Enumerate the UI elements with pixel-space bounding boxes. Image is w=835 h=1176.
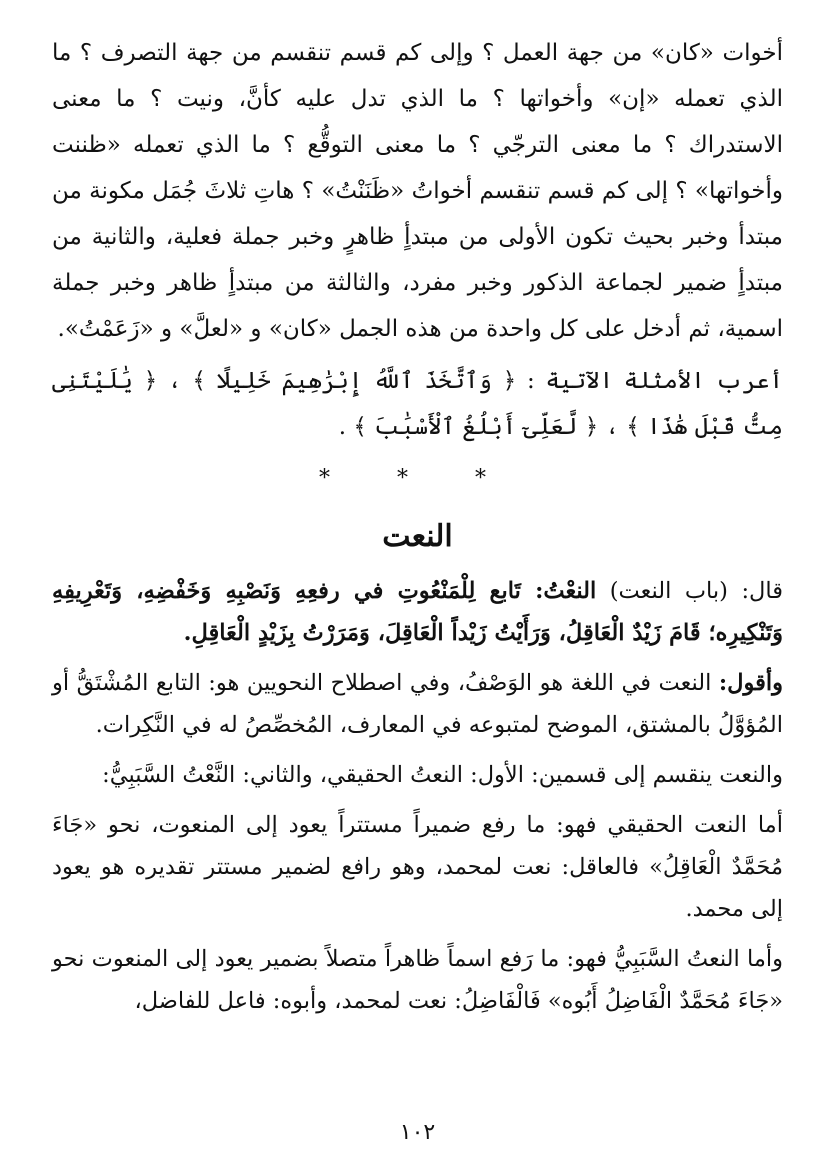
parsing-exercise: أعرب الأمثلة الآتية : ﴿ وَٱتَّخَذَ ٱللَّهُ إِبْرَٰهِيمَ خَلِيلًا ﴾ ، ﴿ يَٰلَيْتَنِى مِتُّ قَبْلَ هَٰذَا ﴾ ، ﴿ لَّعَلِّىٓ أَبْلُغُ ٱلْأَسْبَٰبَ ﴾ .: [52, 368, 783, 440]
section-body: [52, 570, 783, 1022]
division-paragraph: والنعت ينقسم إلى قسمين: الأول: النعتُ الحقيقي، والثاني: النَّعْتُ السَّبَبِيُّ:: [102, 762, 783, 788]
commentary-text: النعت في اللغة هو الوَصْفُ، وفي اصطلاح النحويين هو: التابع المُشْتَقُّ أو المُؤوَّلُ بالمشتق، الموضح لمتبوعه في المعارف، المُخصِّصُ له في النَّكِرات.: [52, 670, 783, 738]
real-adjective-paragraph: أما النعت الحقيقي فهو: ما رفع ضميراً مستتراً يعود إلى المنعوت، نحو «جَاءَ مُحَمَّدٌ الْعَاقِلُ» فالعاقل: نعت لمحمد، وهو رافع لضمير مستتر تقديره هو يعود إلى محمد.: [52, 812, 783, 922]
page-number: ١٠٢: [399, 1120, 436, 1145]
matn-paragraph: [52, 570, 783, 654]
review-questions: أخوات «كان» من جهة العمل ؟ وإلى كم قسم تنقسم من جهة التصرف ؟ ما الذي تعمله «إن» وأخواتها ؟ ما الذي تدل عليه كأنَّ، ونيت ؟ ما معنى الاستدراك ؟ ما معنى الترجّي ؟ ما معنى التوقُّع ؟ ما الذي تعمله «ظننت وأخواتها» ؟ إلى كم قسم تنقسم أخواتُ «ظَنَنْتُ» ؟ هاتِ ثلاثَ جُمَل مكونة من مبتدأ وخبر بحيث تكون الأولى من مبتدأٍ ظاهرٍ وخبر جملة فعلية، والثانية من مبتدأٍ ضمير لجماعة الذكور وخبر مفرد، والثالثة من مبتدأٍ ظاهر وخبر جملة اسمية، ثم أدخل على كل واحدة من هذه الجمل «كان» و «لعلَّ» و «زَعَمْتُ».: [52, 40, 783, 342]
matn-lead: قال: (باب النعت): [609, 578, 783, 604]
commentary-lead: وأقول:: [718, 670, 784, 696]
section-title: النعت: [382, 519, 453, 554]
matn-text: النعْتُ: تَابع لِلْمَنْعُوتِ في رفعِهِ وَنَصْبِهِ وَخَفْضِهِ، وَتَعْرِيفِهِ وَتَنْكِيرِه؛ قَامَ زَيْدٌ الْعَاقِلُ، وَرَأَيْتُ زَيْداً الْعَاقِلَ، وَمَرَرْتُ بِزَيْدٍ الْعَاقِلِ.: [52, 578, 783, 646]
commentary-paragraph: [52, 662, 783, 746]
section-separator: * * *: [319, 466, 516, 491]
causal-adjective-paragraph: وأما النعتُ السَّبَبِيُّ فهو: ما رَفع اسماً ظاهراً متصلاً بضمير يعود إلى المنعوت نحو «جَاءَ مُحَمَّدٌ الْفَاضِلُ أَبُوه» فَالْفَاضِلُ: نعت لمحمد، وأبوه: فاعل للفاضل،: [52, 946, 783, 1014]
